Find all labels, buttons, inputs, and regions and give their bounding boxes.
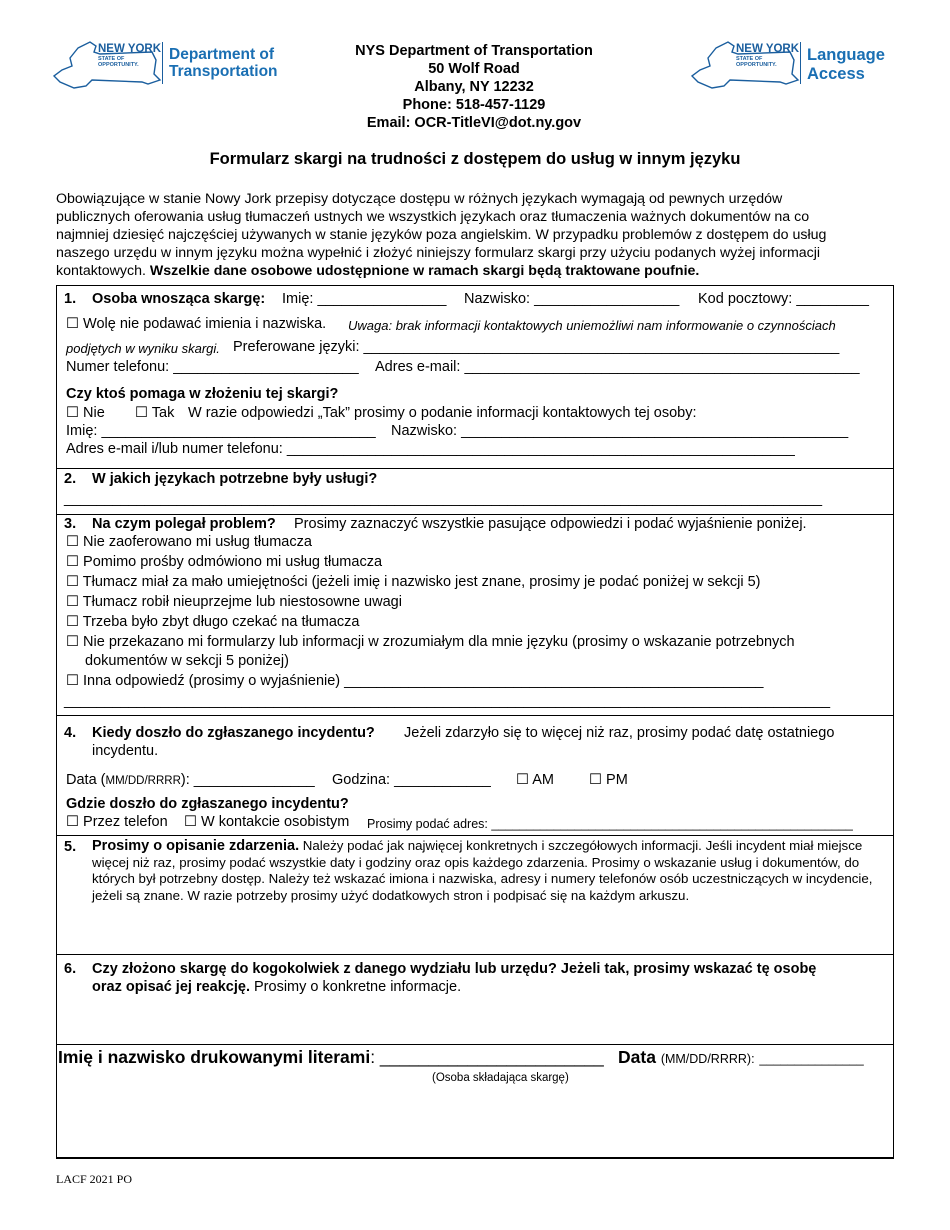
am-checkbox[interactable]: ☐ AM (516, 772, 554, 788)
logo-title (169, 46, 278, 80)
anonymity-note: Uwaga: brak informacji kontaktowych uniemożliwi nam informowanie o czynnościach (348, 318, 836, 333)
phone-number-field[interactable]: Numer telefonu: _______________________ (66, 359, 359, 375)
other-explanation-field[interactable]: _______________________________________________________________________________________________ (64, 693, 831, 709)
logo-title-line2: Access (807, 65, 865, 83)
section-divider (57, 1044, 893, 1045)
intro-line: publicznych oferowania usług tłumaczeń ustnych we wszystkich językach oraz tłumaczenia ważnych dokumentów na co (56, 209, 810, 225)
header-street: 50 Wolf Road (428, 61, 520, 77)
section-2-number: 2. (64, 471, 77, 487)
problem-checkbox-other[interactable]: ☐ Inna odpowiedź (prosimy o wyjaśnienie) ____________________________________________________ (66, 673, 764, 689)
helper-yes-note: W razie odpowiedzi „Tak” prosimy o podanie informacji kontaktowych tej osoby: (188, 405, 697, 421)
contact-header (300, 42, 648, 132)
section-2-heading: W jakich językach potrzebne były usługi? (92, 471, 378, 487)
nydot-logo (52, 38, 297, 94)
header-phone: Phone: 518-457-1129 (402, 97, 546, 113)
languages-needed-field[interactable]: ______________________________________________________________________________________________ (64, 491, 823, 507)
section-4-heading: Kiedy doszło do zgłaszanego incydentu? (92, 725, 375, 741)
anonymous-checkbox[interactable]: ☐ Wolę nie podawać imienia i nazwiska. (66, 316, 327, 332)
section-6-heading: Czy złożono skargę do kogokolwiek z danego wydziału lub urzędu? Jeżeli tak, prosimy wskazać tę osobę (92, 961, 817, 977)
signature-date-format: (MM/DD/RRRR): (660, 1052, 755, 1066)
section-4-instructions: Jeżeli zdarzyło się to więcej niż raz, prosimy podać datę ostatniego (404, 725, 835, 741)
ny-wordmark-line1: NEW YORK (98, 43, 162, 55)
ny-wordmark-line3: OPPORTUNITY. (98, 61, 139, 68)
printed-name-field[interactable] (58, 1046, 604, 1068)
logo-title-line1: Department of (169, 46, 275, 63)
section-5-number: 5. (64, 839, 77, 855)
header-email: Email: OCR-TitleVI@dot.ny.gov (366, 115, 582, 131)
intro-line: najmniej dziesięć najczęściej używanych w stanie języków poza angielskim. W przypadku problemów z dostępem do usług (56, 227, 827, 243)
section-divider (57, 954, 893, 955)
incident-description-area[interactable] (64, 910, 884, 950)
problem-checkbox-interpreter-refused[interactable]: ☐ Pomimo prośby odmówiono mi usług tłumacza (66, 554, 383, 570)
date-label: Data ( (66, 772, 106, 788)
prior-complaint-area[interactable] (64, 1000, 884, 1040)
section-6-instructions: Prosimy o konkretne informacje. (254, 979, 462, 995)
helper-question: Czy ktoś pomaga w złożeniu tej skargi? (66, 386, 339, 402)
section-4-number: 4. (64, 725, 77, 741)
form-code: LACF 2021 PO (56, 1172, 133, 1186)
helper-contact-field[interactable]: Adres e-mail i/lub numer telefonu: _______________________________________________________________ (66, 441, 795, 457)
problem-checkbox-no-translated-forms[interactable]: ☐ Nie przekazano mi formularzy lub informacji w zrozumiałym dla mnie języku (prosimy o wskazanie potrzebnych (66, 634, 795, 650)
intro-line: naszego urzędu w innym języku można wypełnić i złożyć niniejszy formularz skargi przy użyciu podanych wyżej informacji (56, 245, 821, 261)
section-3-heading: Na czym polegał problem? (92, 516, 276, 532)
intro-line: Obowiązujące w stanie Nowy Jork przepisy dotyczące dostępu w różnych językach wymagają od pewnych urzędów (56, 191, 783, 207)
new-york-wordmark (736, 44, 799, 68)
helper-yes-checkbox[interactable]: ☐ Tak (135, 405, 175, 421)
intro-line (56, 262, 894, 280)
ny-wordmark-line2: STATE OF (736, 55, 763, 62)
email-field[interactable]: Adres e-mail: _________________________________________________ (375, 359, 860, 375)
signature-date-line: _______________ (759, 1052, 864, 1066)
problem-checkbox-unskilled-interpreter[interactable]: ☐ Tłumacz miał za mało umiejętności (jeżeli imię i nazwisko jest znane, prosimy je podać poniżej w sekcji 5) (66, 574, 761, 590)
confidentiality-note: Wszelkie dane osobowe udostępnione w ramach skargi będą traktowane poufnie. (149, 263, 700, 279)
section-6-number: 6. (64, 961, 77, 977)
signature-date-field[interactable] (618, 1046, 864, 1070)
helper-first-name-field[interactable]: Imię: __________________________________ (66, 423, 376, 439)
header-org: NYS Department of Transportation (355, 43, 593, 59)
section-6-heading-line2: oraz opisać jej reakcję. (92, 979, 250, 995)
section-divider (57, 468, 893, 469)
incident-date-field[interactable] (66, 771, 315, 790)
intro-text: kontaktowych. (56, 263, 146, 279)
helper-last-name-field[interactable]: Nazwisko: ________________________________________________ (391, 423, 849, 439)
ny-wordmark-line3: OPPORTUNITY. (736, 61, 777, 68)
header-city: Albany, NY 12232 (414, 79, 534, 95)
problem-option-continuation: dokumentów w sekcji 5 poniżej) (85, 653, 289, 669)
logo-title-line1: Language (807, 46, 885, 64)
printed-name-line: : _______________________ (370, 1047, 604, 1067)
section-5-text (92, 838, 882, 904)
helper-no-checkbox[interactable]: ☐ Nie (66, 405, 105, 421)
section-4-instructions-cont: incydentu. (92, 743, 159, 759)
logo-divider (162, 42, 163, 84)
section-1-heading: Osoba wnosząca skargę: (92, 291, 266, 307)
by-phone-checkbox[interactable]: ☐ Przez telefon (66, 814, 168, 830)
pm-checkbox[interactable]: ☐ PM (589, 772, 628, 788)
problem-checkbox-no-interpreter-offered[interactable]: ☐ Nie zaoferowano mi usług tłumacza (66, 534, 312, 550)
section-1-number: 1. (64, 291, 77, 307)
logo-title-line2: Transportation (169, 63, 278, 80)
signature-date-label: Data (618, 1047, 656, 1067)
anonymity-note-cont: podjętych w wyniku skargi. (66, 341, 220, 356)
section-divider (57, 715, 893, 716)
section-5-instructions: Należy podać jak najwięcej konkretnych i szczegółowych informacji. Jeśli incydent miał miejsce więcej niż raz, prosimy podać wszystkie daty i godziny oraz opis każdego zdarzenia. Prosimy o wskazanie usług i dokumentów, do których był potrzebny dostęp. Należy też wskazać imiona i nazwiska, adresy i numery telefonów osób uczestniczących w incydencie, jeżeli są znane. W razie potrzeby prosimy użyć dodatkowych stron i podpisać się na każdym arkuszu. (92, 838, 873, 903)
section-divider (57, 835, 893, 836)
section-3-number: 3. (64, 516, 77, 532)
incident-time-field[interactable]: Godzina: ____________ (332, 772, 491, 788)
new-york-wordmark (98, 44, 161, 68)
printed-name-label: Imię i nazwisko drukowanymi literami (58, 1047, 371, 1067)
problem-checkbox-rude-interpreter[interactable]: ☐ Tłumacz robił nieuprzejme lub niestosowne uwagi (66, 594, 402, 610)
incident-address-field[interactable]: Prosimy podać adres: ____________________________________________________ (367, 817, 853, 831)
section-6-heading-cont (92, 978, 461, 996)
section-3-instructions: Prosimy zaznaczyć wszystkie pasujące odpowiedzi i podać wyjaśnienie poniżej. (294, 516, 807, 532)
date-line: ): _______________ (180, 772, 315, 788)
form-title: Formularz skargi na trudności z dostępem do usług w innym języku (209, 150, 741, 168)
preferred-languages-field[interactable]: Preferowane języki: ___________________________________________________________ (233, 339, 840, 355)
problem-checkbox-long-wait[interactable]: ☐ Trzeba było zbyt długo czekać na tłumacza (66, 614, 360, 630)
complainant-first-name-field[interactable]: Imię: ________________ (282, 291, 447, 307)
logo-title (807, 46, 885, 84)
language-access-logo (690, 38, 900, 94)
section-5-heading: Prosimy o opisanie zdarzenia. (92, 838, 300, 854)
complainant-last-name-field[interactable]: Nazwisko: __________________ (464, 291, 680, 307)
ny-wordmark-line1: NEW YORK (736, 43, 800, 55)
logo-divider (800, 42, 801, 84)
zip-code-field[interactable]: Kod pocztowy: _________ (698, 291, 869, 307)
date-format: MM/DD/RRRR (105, 775, 181, 787)
in-person-checkbox[interactable]: ☐ W kontakcie osobistym (184, 814, 350, 830)
incident-location-question: Gdzie doszło do zgłaszanego incydentu? (66, 796, 349, 812)
ny-wordmark-line2: STATE OF (98, 55, 125, 62)
signature-caption: (Osoba składająca skargę) (432, 1072, 569, 1084)
intro-paragraph (56, 190, 894, 280)
